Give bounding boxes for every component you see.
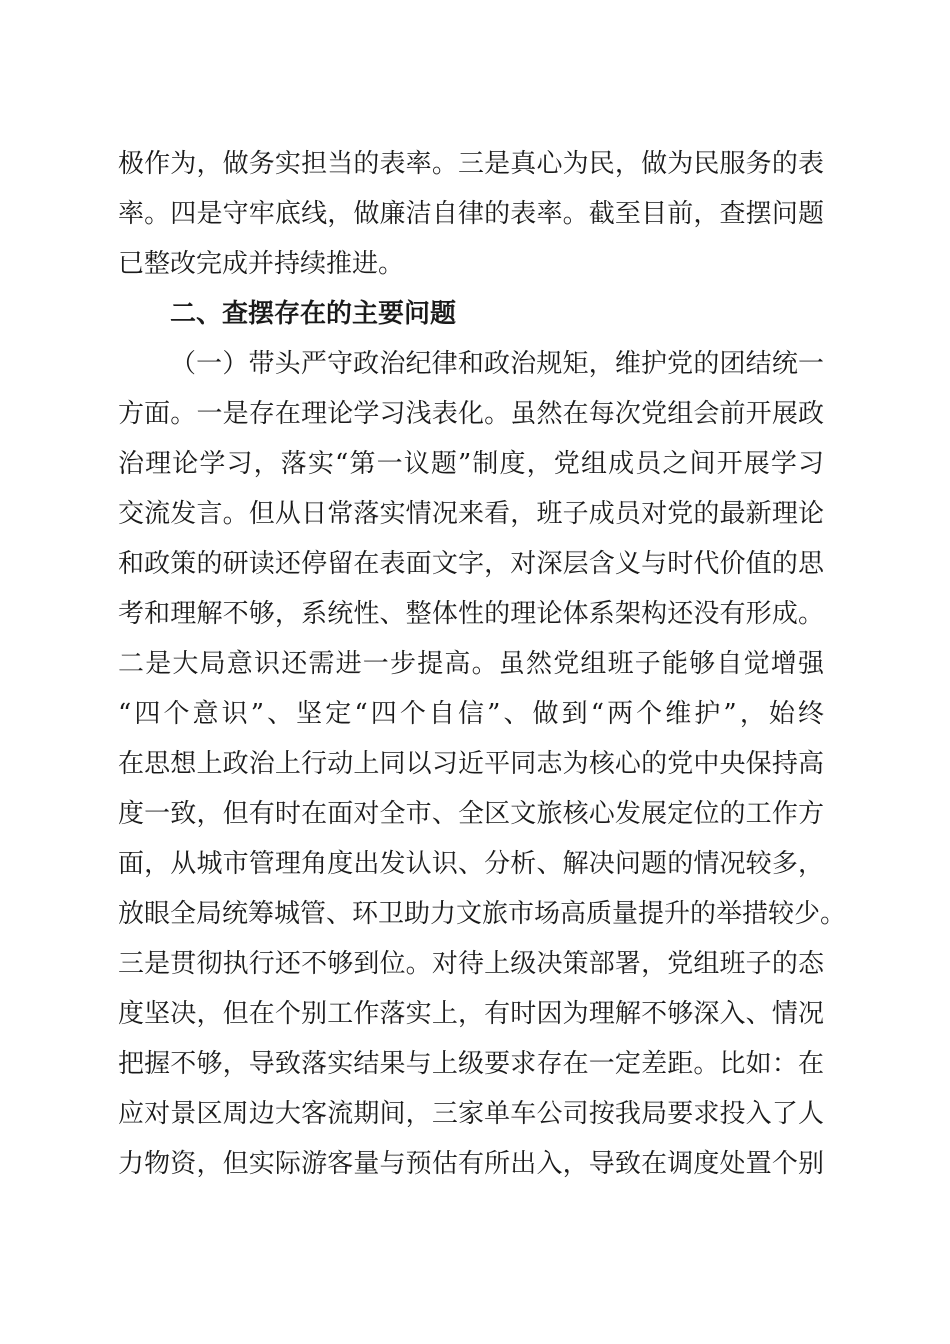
text-line: 和政策的研读还停留在表面文字，对深层含义与时代价值的思 <box>118 549 824 579</box>
text-line: 率。四是守牢底线，做廉洁自律的表率。截至目前，查摆问题 <box>118 199 824 229</box>
section-heading: 二、查摆存在的主要问题 <box>170 299 457 329</box>
text-line: 考和理解不够，系统性、整体性的理论体系架构还没有形成。 <box>118 599 824 629</box>
text-line: 极作为，做务实担当的表率。三是真心为民，做为民服务的表 <box>118 149 824 179</box>
text-line: 度一致，但有时在面对全市、全区文旅核心发展定位的工作方 <box>118 799 824 829</box>
text-line: 把握不够，导致落实结果与上级要求存在一定差距。比如：在 <box>118 1049 824 1079</box>
text-line: “四个意识”、坚定“四个自信”、做到“两个维护”，始终 <box>118 699 824 729</box>
text-line: （一）带头严守政治纪律和政治规矩，维护党的团结统一 <box>170 349 824 379</box>
text-line: 力物资，但实际游客量与预估有所出入，导致在调度处置个别 <box>118 1149 824 1179</box>
text-line: 已整改完成并持续推进。 <box>118 249 405 279</box>
text-line: 放眼全局统筹城管、环卫助力文旅市场高质量提升的举措较少。 <box>118 899 847 929</box>
text-line: 三是贯彻执行还不够到位。对待上级决策部署，党组班子的态 <box>118 949 824 979</box>
text-line: 面，从城市管理角度出发认识、分析、解决问题的情况较多， <box>118 849 824 879</box>
text-line: 方面。一是存在理论学习浅表化。虽然在每次党组会前开展政 <box>118 399 824 429</box>
text-line: 在思想上政治上行动上同以习近平同志为核心的党中央保持高 <box>118 749 824 779</box>
text-line: 应对景区周边大客流期间，三家单车公司按我局要求投入了人 <box>118 1099 824 1129</box>
text-line: 二是大局意识还需进一步提高。虽然党组班子能够自觉增强 <box>118 649 824 679</box>
text-line: 交流发言。但从日常落实情况来看，班子成员对党的最新理论 <box>118 499 824 529</box>
text-line: 治理论学习，落实“第一议题”制度，党组成员之间开展学习 <box>118 449 824 479</box>
text-line: 度坚决，但在个别工作落实上，有时因为理解不够深入、情况 <box>118 999 824 1029</box>
